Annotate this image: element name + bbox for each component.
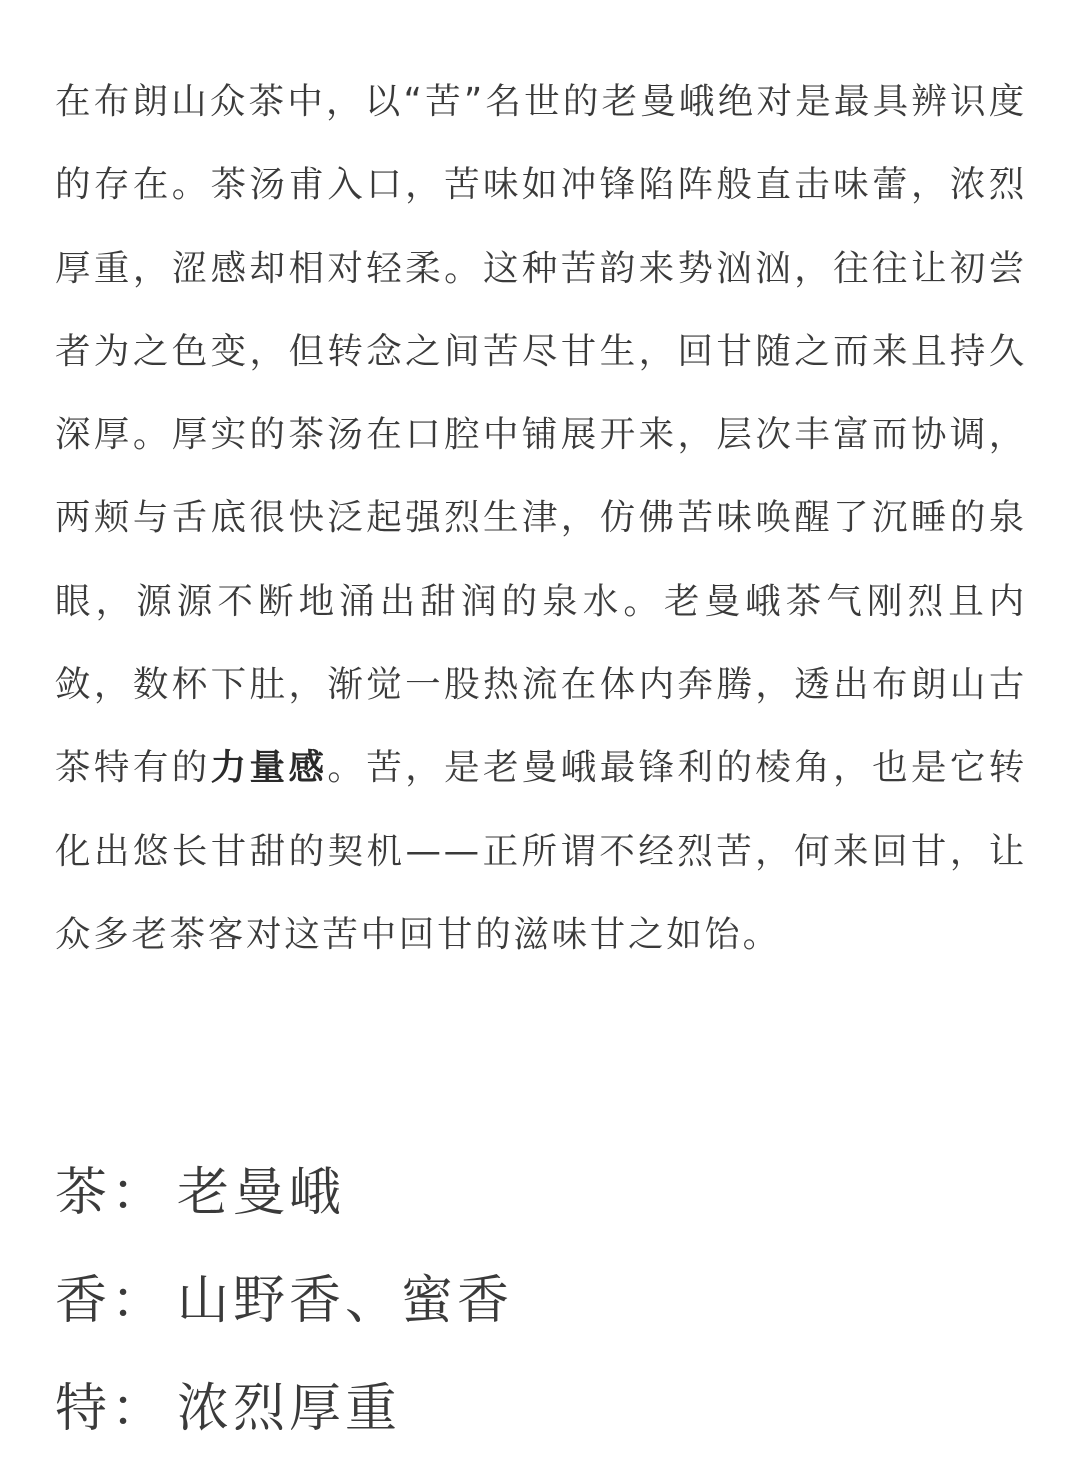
spec-row-tea <box>55 1148 513 1256</box>
tea-description-paragraph <box>55 60 1027 976</box>
spec-separator: ： <box>111 1379 168 1439</box>
spec-value: 老曼峨 <box>177 1163 346 1223</box>
paragraph-text-part2: 。苦，是老曼峨最锋利的棱角，也是它转化出悠长甘甜的契机——正所谓不经烈苦，何来回甘，让众多老茶客对这苦中回甘的滋味甘之如饴。 <box>55 747 1027 955</box>
paragraph-emphasis: 力量感 <box>210 747 328 789</box>
spec-key: 特 <box>55 1379 112 1439</box>
spec-value: 山野香、蜜香 <box>177 1271 514 1331</box>
spec-row-feature <box>55 1364 513 1472</box>
spec-key: 茶 <box>55 1163 112 1223</box>
article <box>55 60 1027 976</box>
spec-separator: ： <box>111 1271 168 1331</box>
spec-key: 香 <box>55 1271 112 1331</box>
spec-value: 浓烈厚重 <box>177 1379 402 1439</box>
paragraph-text-part1: 在布朗山众茶中，以“苦”名世的老曼峨绝对是最具辨识度的存在。茶汤甫入口，苦味如冲锋陷阵般直击味蕾，浓烈厚重，涩感却相对轻柔。这种苦韵来势汹汹，往往让初尝者为之色变，但转念之间苦尽甘生，回甘随之而来且持久深厚。厚实的茶汤在口腔中铺展开来，层次丰富而协调，两颊与舌底很快泛起强烈生津，仿佛苦味唤醒了沉睡的泉眼，源源不断地涌出甜润的泉水。老曼峨茶气刚烈且内敛，数杯下肚，渐觉一股热流在体内奔腾，透出布朗山古茶特有的 <box>55 81 1027 789</box>
tea-spec-list <box>55 1148 513 1472</box>
spec-row-aroma <box>55 1256 513 1364</box>
spec-separator: ： <box>111 1163 168 1223</box>
